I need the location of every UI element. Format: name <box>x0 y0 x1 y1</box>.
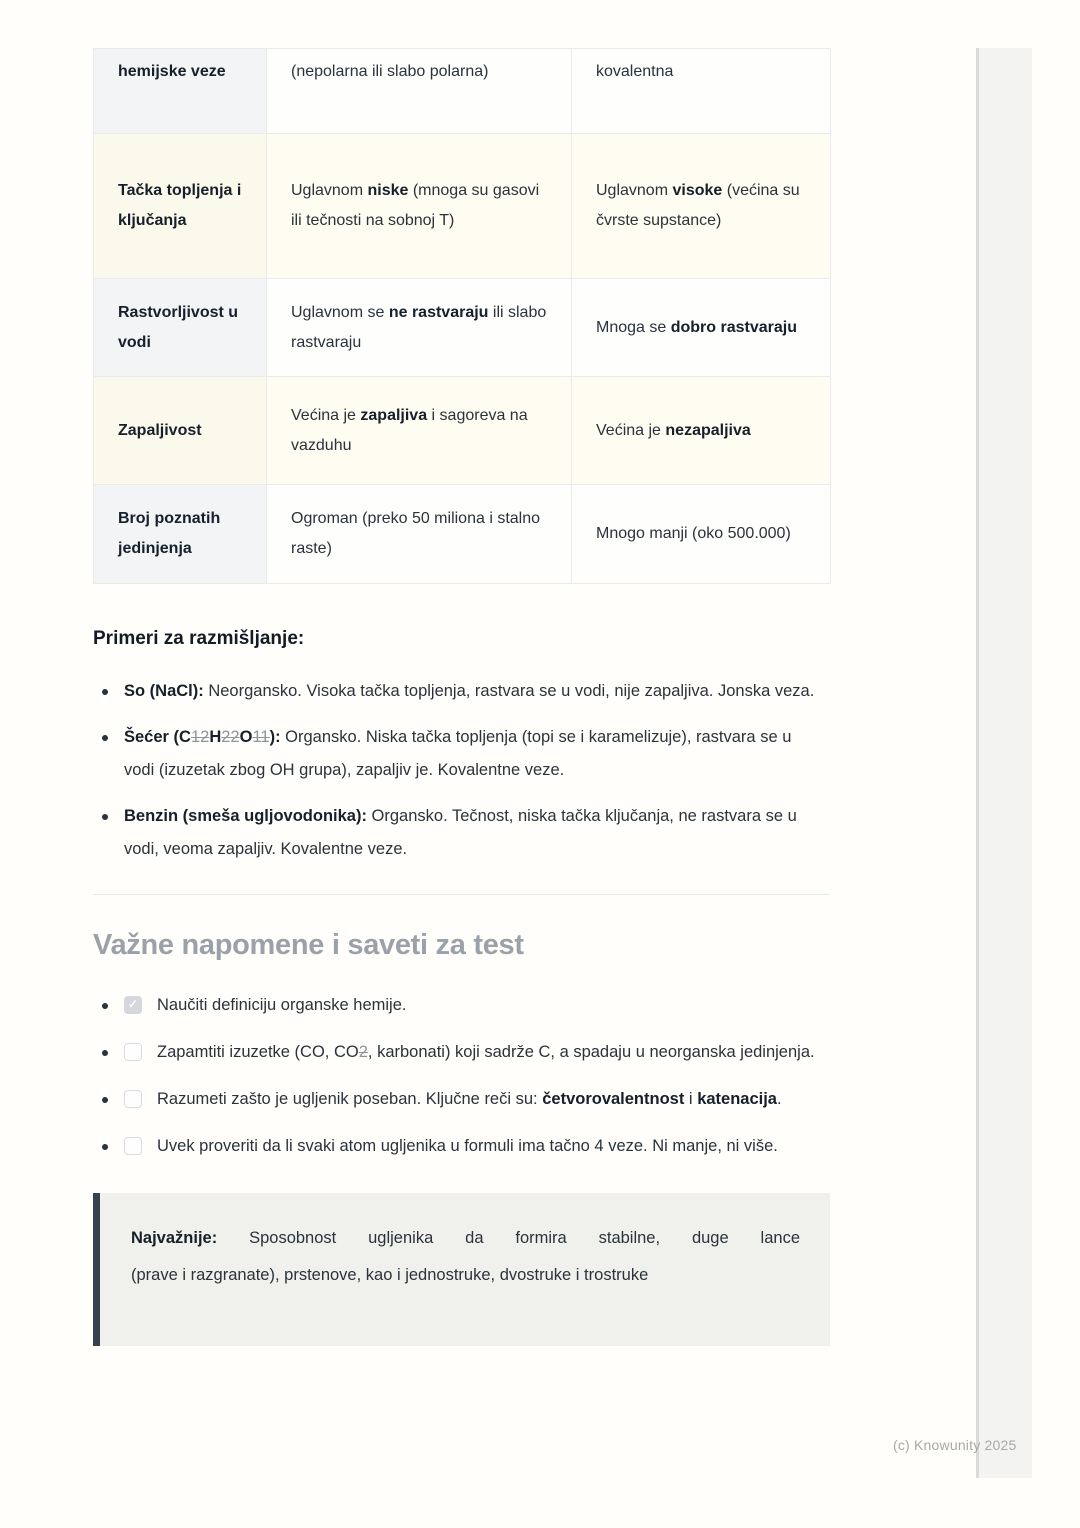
bullet-dot <box>102 735 108 741</box>
checklist <box>93 989 830 1163</box>
important-callout <box>93 1193 830 1346</box>
table-cell-inorganic: Većina je nezapaljiva <box>572 377 831 485</box>
checkbox[interactable] <box>124 996 142 1014</box>
checklist-item-text: Razumeti zašto je ugljenik poseban. Ključne reči su: četvorovalentnost i katenacija. <box>157 1090 782 1108</box>
bullet-dot <box>102 689 108 695</box>
table-row <box>94 279 831 377</box>
list-item <box>93 675 830 708</box>
table-cell-property: Tačka topljenja i ključanja <box>94 134 267 279</box>
checkbox[interactable] <box>124 1090 142 1108</box>
checklist-item <box>93 989 830 1022</box>
organic-inorganic-comparison-table <box>93 48 831 584</box>
table-cell-inorganic: Uglavnom visoke (većina su čvrste supstance) <box>572 134 831 279</box>
table-row <box>94 49 831 134</box>
bullet-dot <box>102 814 108 820</box>
checkbox[interactable] <box>124 1137 142 1155</box>
list-item <box>93 721 830 787</box>
checklist-item <box>93 1036 830 1069</box>
section-divider <box>93 894 830 895</box>
examples-heading: Primeri za razmišljanje: <box>93 628 305 649</box>
bullet-dot <box>102 1003 108 1009</box>
callout-text-line: Najvažnije: Sposobnost ugljenika da formira stabilne, duge lance <box>131 1229 800 1247</box>
checkbox[interactable] <box>124 1043 142 1061</box>
checklist-item <box>93 1083 830 1116</box>
list-item-text: Benzin (smeša ugljovodonika): Organsko. Tečnost, niska tačka ključanja, ne rastvara se u vodi, veoma zapaljiv. Kovalentne veze. <box>124 807 797 858</box>
notes-section-heading: Važne napomene i saveti za test <box>93 929 524 961</box>
checklist-item-text: Uvek proveriti da li svaki atom ugljenika u formuli ima tačno 4 veze. Ni manje, ni više. <box>157 1137 778 1155</box>
table-cell-organic: Uglavnom se ne rastvaraju ili slabo rastvaraju <box>267 279 572 377</box>
table-cell-property: Zapaljivost <box>94 377 267 485</box>
checkmark-icon: ✓ <box>127 997 139 1011</box>
table-row <box>94 485 831 584</box>
table-cell-organic: Većina je zapaljiva i sagoreva na vazduhu <box>267 377 572 485</box>
bullet-dot <box>102 1097 108 1103</box>
table-row <box>94 377 831 485</box>
table-row <box>94 134 831 279</box>
bullet-dot <box>102 1144 108 1150</box>
examples-list <box>93 675 830 866</box>
checklist-item-text: Zapamtiti izuzetke (CO, CO2, karbonati) koji sadrže C, a spadaju u neorganska jedinjenja. <box>157 1043 815 1061</box>
table-cell-inorganic: Mnogo manji (oko 500.000) <box>572 485 831 584</box>
table-cell-inorganic: kovalentna <box>572 49 831 134</box>
checklist-item <box>93 1130 830 1163</box>
checklist-item-text: Naučiti definiciju organske hemije. <box>157 996 407 1014</box>
table-cell-organic: Uglavnom niske (mnoga su gasovi ili tečnosti na sobnoj T) <box>267 134 572 279</box>
bullet-dot <box>102 1050 108 1056</box>
table-cell-organic: (nepolarna ili slabo polarna) <box>267 49 572 134</box>
table-cell-inorganic: Mnoga se dobro rastvaraju <box>572 279 831 377</box>
table-cell-property: Rastvorljivost u vodi <box>94 279 267 377</box>
list-item <box>93 800 830 866</box>
list-item-text: Šećer (C12H22O11): Organsko. Niska tačka topljenja (topi se i karamelizuje), rastvara se u vodi (izuzetak zbog OH grupa), zapaljiv je. Kovalentne veze. <box>124 728 792 779</box>
callout-text-line: (prave i razgranate), prstenove, kao i jednostruke, dvostruke i trostruke <box>131 1266 649 1284</box>
table-cell-property: Broj poznatih jedinjenja <box>94 485 267 584</box>
document-page <box>93 48 830 1346</box>
list-item-text: So (NaCl): Neorgansko. Visoka tačka topljenja, rastvara se u vodi, nije zapaljiva. Jonska veza. <box>124 682 815 700</box>
next-page-edge <box>979 48 1032 1478</box>
watermark: (c) Knowunity 2025 <box>893 1437 1017 1453</box>
table-cell-property: hemijske veze <box>94 49 267 134</box>
table-cell-organic: Ogroman (preko 50 miliona i stalno raste) <box>267 485 572 584</box>
